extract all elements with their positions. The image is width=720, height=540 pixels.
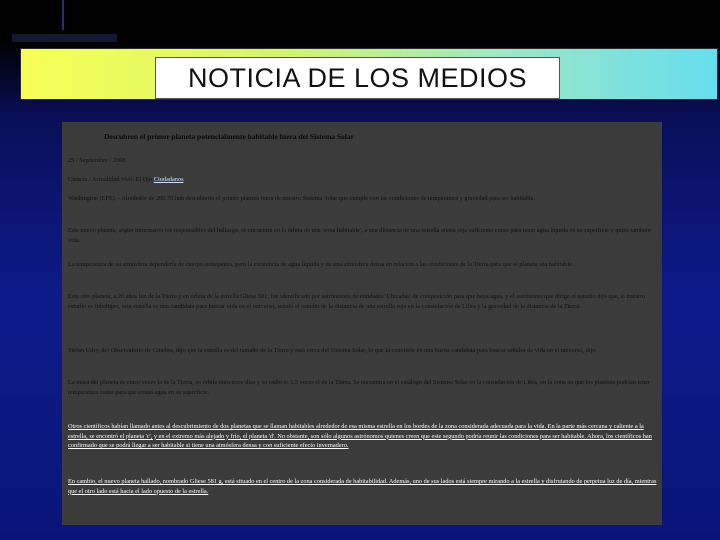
article-paragraph-1: Washington (EFE). - Alrededor de 200.70 han descubierto el primer planeta fuera de nuestro Sistema Solar que cumple con las condiciones de temperatura y gravedad para ser habitable. (68, 195, 536, 202)
page-title: NOTICIA DE LOS MEDIOS (187, 62, 528, 93)
source-link[interactable]: Ciudadanos (153, 176, 184, 183)
article-paragraph-4: Este otro planeta, a 20 años luz de la Tierra y en órbita de la estrella Gliese 581, fue identificado por astrónomos de entidades 'Ubicadas' de composición para que haya agua, y el astrónomo que dirige el estudio dijo que, si nuestro estudio es fidedigno, esta estrella es una candidata para buscar vida en el universo, señaló el estudio de la distancia de una estrella roja en la constelación de Libra y la gravedad de la distancia de la Tierra. (68, 293, 646, 310)
article-paragraph-6: La masa del planeta es cinco veces la de la Tierra, su órbita dura trece días y su radio es 1.5 veces el de la Tierra. Se encuentra en el catálogo del Sistema Solar en la constelación de Libra, en la zona en que los planetas podrían tener temperatura como para que exista agua en su superficie. (68, 379, 651, 396)
article-link-paragraph-1[interactable]: Otros científicos habían llamado antes al descubrimiento de dos planetas que se llaman habitables alrededor de esa misma estrella en los bordes de la zona considerada adecuada para la vida. En la parte más cercana y caliente a la estrella, se encontró el planeta 'c', y en el extremo más alejado y frío, el planeta 'd'. No obstante, son sólo algunos astrónomos quienes creen que este segundo podría reunir las condiciones para ser habitable. Ahora, los científicos han confirmado que se podrá llegar a ser habitable si tiene una atmósfera densa y con suficiente efecto invernadero. (68, 423, 652, 450)
source-prefix: Ciencia / Actualidad Web: El Ojo (68, 176, 153, 183)
article-paragraph-3: La temperatura de su atmósfera dependería de cuerpo semejantes, pero la existencia de agua líquida y de una atmósfera densa en relación a las condiciones de la Tierra para que el planeta sea habitable. (68, 261, 574, 268)
top-logo-strip (12, 34, 117, 42)
article-date: 25 / Septiembre / 2008 (68, 157, 126, 164)
article-headline: Descubren el primer planeta potencialmente habitable fuera del Sistema Solar (104, 132, 354, 141)
article-paragraph-5: Stefan Udry, del Observatorio de Ginebra, dijo que la estrella es del tamaño de la Tierra y está cerca del Sistema Solar, lo que la convierte en una buena candidata para buscar señales de vida en el universo, dijo. (68, 347, 597, 354)
article-paragraph-2: Este nuevo planeta, según informaron los responsables del hallazgo, se encuentra en la órbita de una 'zona habitable', a una distancia de una estrella enana roja suficiente como para tener agua líquida en su superficie y quizá también vida. (68, 227, 651, 244)
article-panel (62, 122, 662, 525)
top-divider-line (62, 0, 64, 30)
title-box (155, 57, 560, 99)
article-source (68, 175, 658, 185)
article-link-paragraph-2[interactable]: En cambio, el nuevo planeta hallado, nombrado Gliese 581 g, está situado en el centro de la zona considerada de habitabilidad. Además, uno de sus lados está siempre mirando a la estrella y disfrutando de perpetua luz de día, mientras que el otro lado está hacia el lado opuesto de la estrella. (68, 478, 657, 495)
